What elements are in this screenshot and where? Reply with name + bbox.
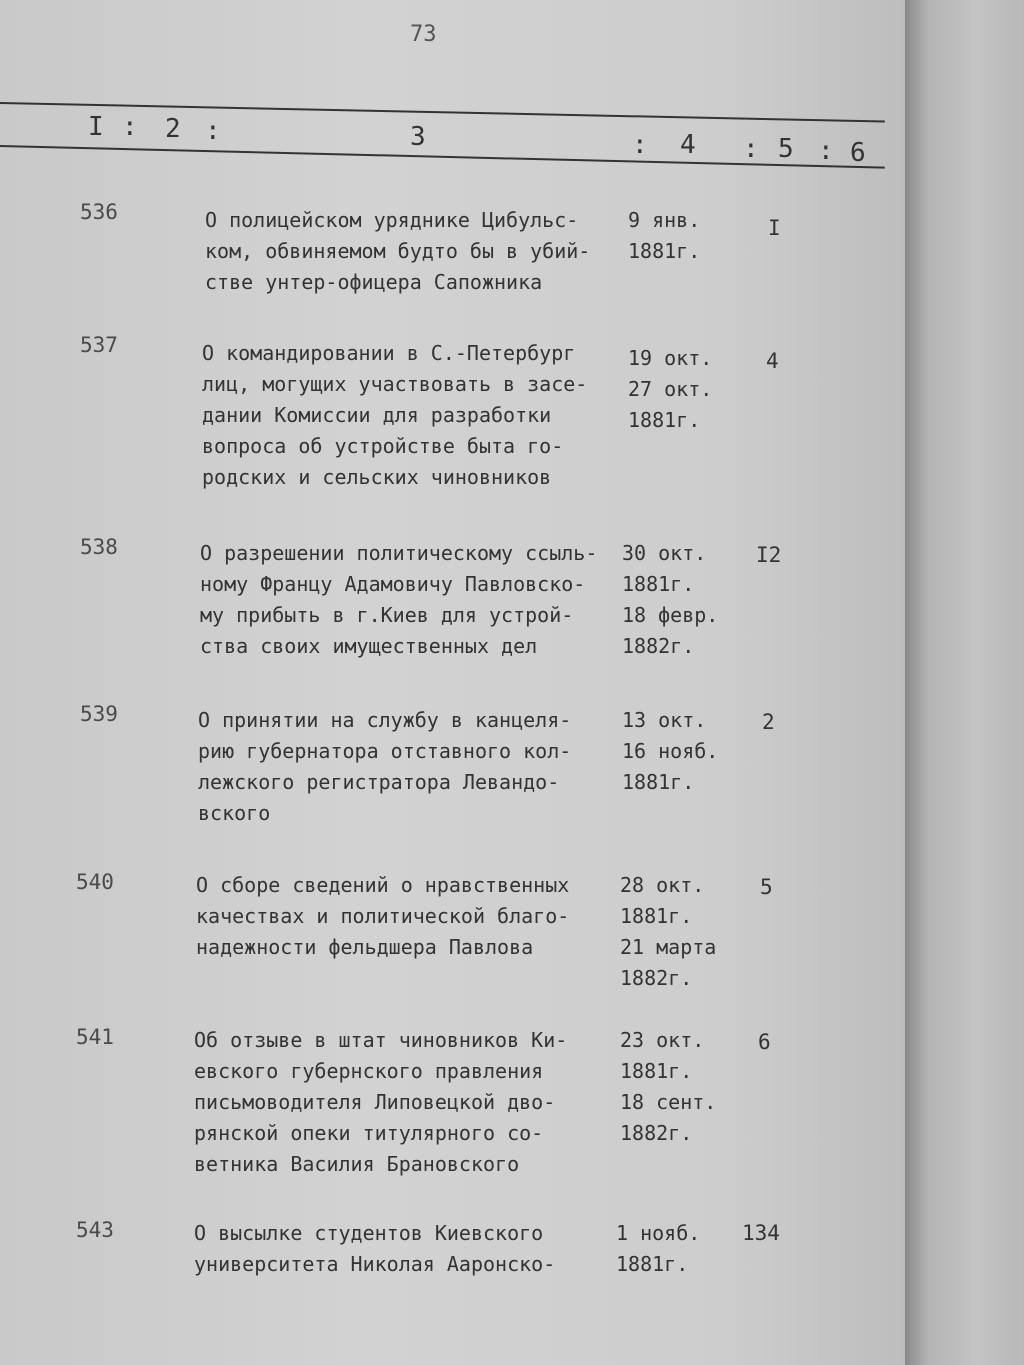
case-dates: 28 окт. 1881г. 21 марта 1882г.	[620, 873, 717, 990]
case-dates: 1 нояб. 1881г.	[616, 1221, 701, 1276]
case-title: О полицейском уряднике Цибульс- ком, обвиняемом будто бы в убий- стве унтер-офицера Сапожника	[205, 208, 591, 294]
column-header-3: 3	[410, 122, 426, 152]
column-header-5: 5	[778, 134, 794, 164]
adjacent-page-edge	[905, 0, 1024, 1365]
case-number: 539	[80, 702, 118, 726]
sheet-count: 134	[742, 1221, 780, 1245]
sheet-count: I	[768, 216, 781, 240]
case-title: О командировании в С.-Петербург лиц, могущих участвовать в засе- дании Комиссии для разработки вопроса об устройстве быта го- родских и сельских чиновников	[202, 341, 588, 489]
case-number: 540	[76, 870, 114, 894]
sheet-count: 2	[762, 710, 775, 734]
case-number: 536	[80, 200, 118, 224]
sheet-count: 6	[758, 1030, 771, 1054]
case-dates: 19 окт. 27 окт. 1881г.	[628, 346, 713, 432]
column-header-1: I	[88, 112, 104, 142]
case-number: 541	[76, 1025, 114, 1049]
case-title: О сборе сведений о нравственных качествах и политической благо- надежности фельдшера Павлова	[196, 873, 570, 959]
case-number: 538	[80, 535, 118, 559]
case-title: О принятии на службу в канцеля- рию губернатора отставного кол- лежского регистратора Левандо- вского	[198, 708, 572, 825]
case-title: О разрешении политическому ссыль- ному Францу Адамовичу Павловско- му прибыть в г.Киев для устрой- ства своих имущественных дел	[200, 541, 598, 658]
sheet-count: 4	[766, 349, 779, 373]
page-number: 73	[410, 22, 437, 47]
column-header-2: 2	[165, 114, 181, 144]
case-dates: 23 окт. 1881г. 18 сент. 1882г.	[620, 1028, 717, 1145]
document-page: 73 I : 2 : 3 : 4 : 5 : 6 536 О полицейском уряднике Цибульс- ком, обвиняемом будто бы в убий- стве унтер-офицера Сапожника 9 янв. 1881г. I 537 О командировании в С.-Петербург лиц, могущих участвовать в засе- дании Комиссии для разработки вопроса об устройстве быта го- родских и сельских чиновников 19 окт. 27 окт. 1881г. 4 538 О разрешении политическому ссыль- ному Францу Адамовичу Павловско- му прибыть в г.Киев для устрой- ства своих имущественных дел 30 окт. 1881г. 18 февр. 1882г. I2 539 О принятии на службу в канцеля- рию губернатора отставного кол- лежского регистратора Левандо- вского 13 окт. 16 нояб. 1881г. 2 540 О сборе сведений о нравственных качествах и политической благо- надежности фельдшера Павлова 28 окт. 1881г. 21 марта 1882г. 5 541 Об отзыве в штат чиновников Ки- евского губернского правления письмоводителя Липовецкой дво- рянской опеки титулярного со- ветника Василия Брановского 23 окт. 1881г. 18 сент. 1882г. 6 543 О высылке студентов Киевского университета Николая Ааронско- 1 нояб. 1881г. 134	[0, 0, 905, 1365]
case-dates: 30 окт. 1881г. 18 февр. 1882г.	[622, 541, 719, 658]
case-dates: 9 янв. 1881г.	[628, 208, 701, 263]
case-dates: 13 окт. 16 нояб. 1881г.	[622, 708, 719, 794]
case-title: О высылке студентов Киевского университета Николая Ааронско-	[194, 1221, 556, 1276]
case-number: 537	[80, 333, 118, 357]
column-header-6: 6	[850, 138, 866, 168]
sheet-count: I2	[756, 543, 782, 567]
case-title: Об отзыве в штат чиновников Ки- евского губернского правления письмоводителя Липовецкой дво- рянской опеки титулярного со- ветника Василия Брановского	[194, 1028, 568, 1176]
column-header-4: 4	[680, 130, 696, 160]
sheet-count: 5	[760, 875, 773, 899]
case-number: 543	[76, 1218, 114, 1242]
